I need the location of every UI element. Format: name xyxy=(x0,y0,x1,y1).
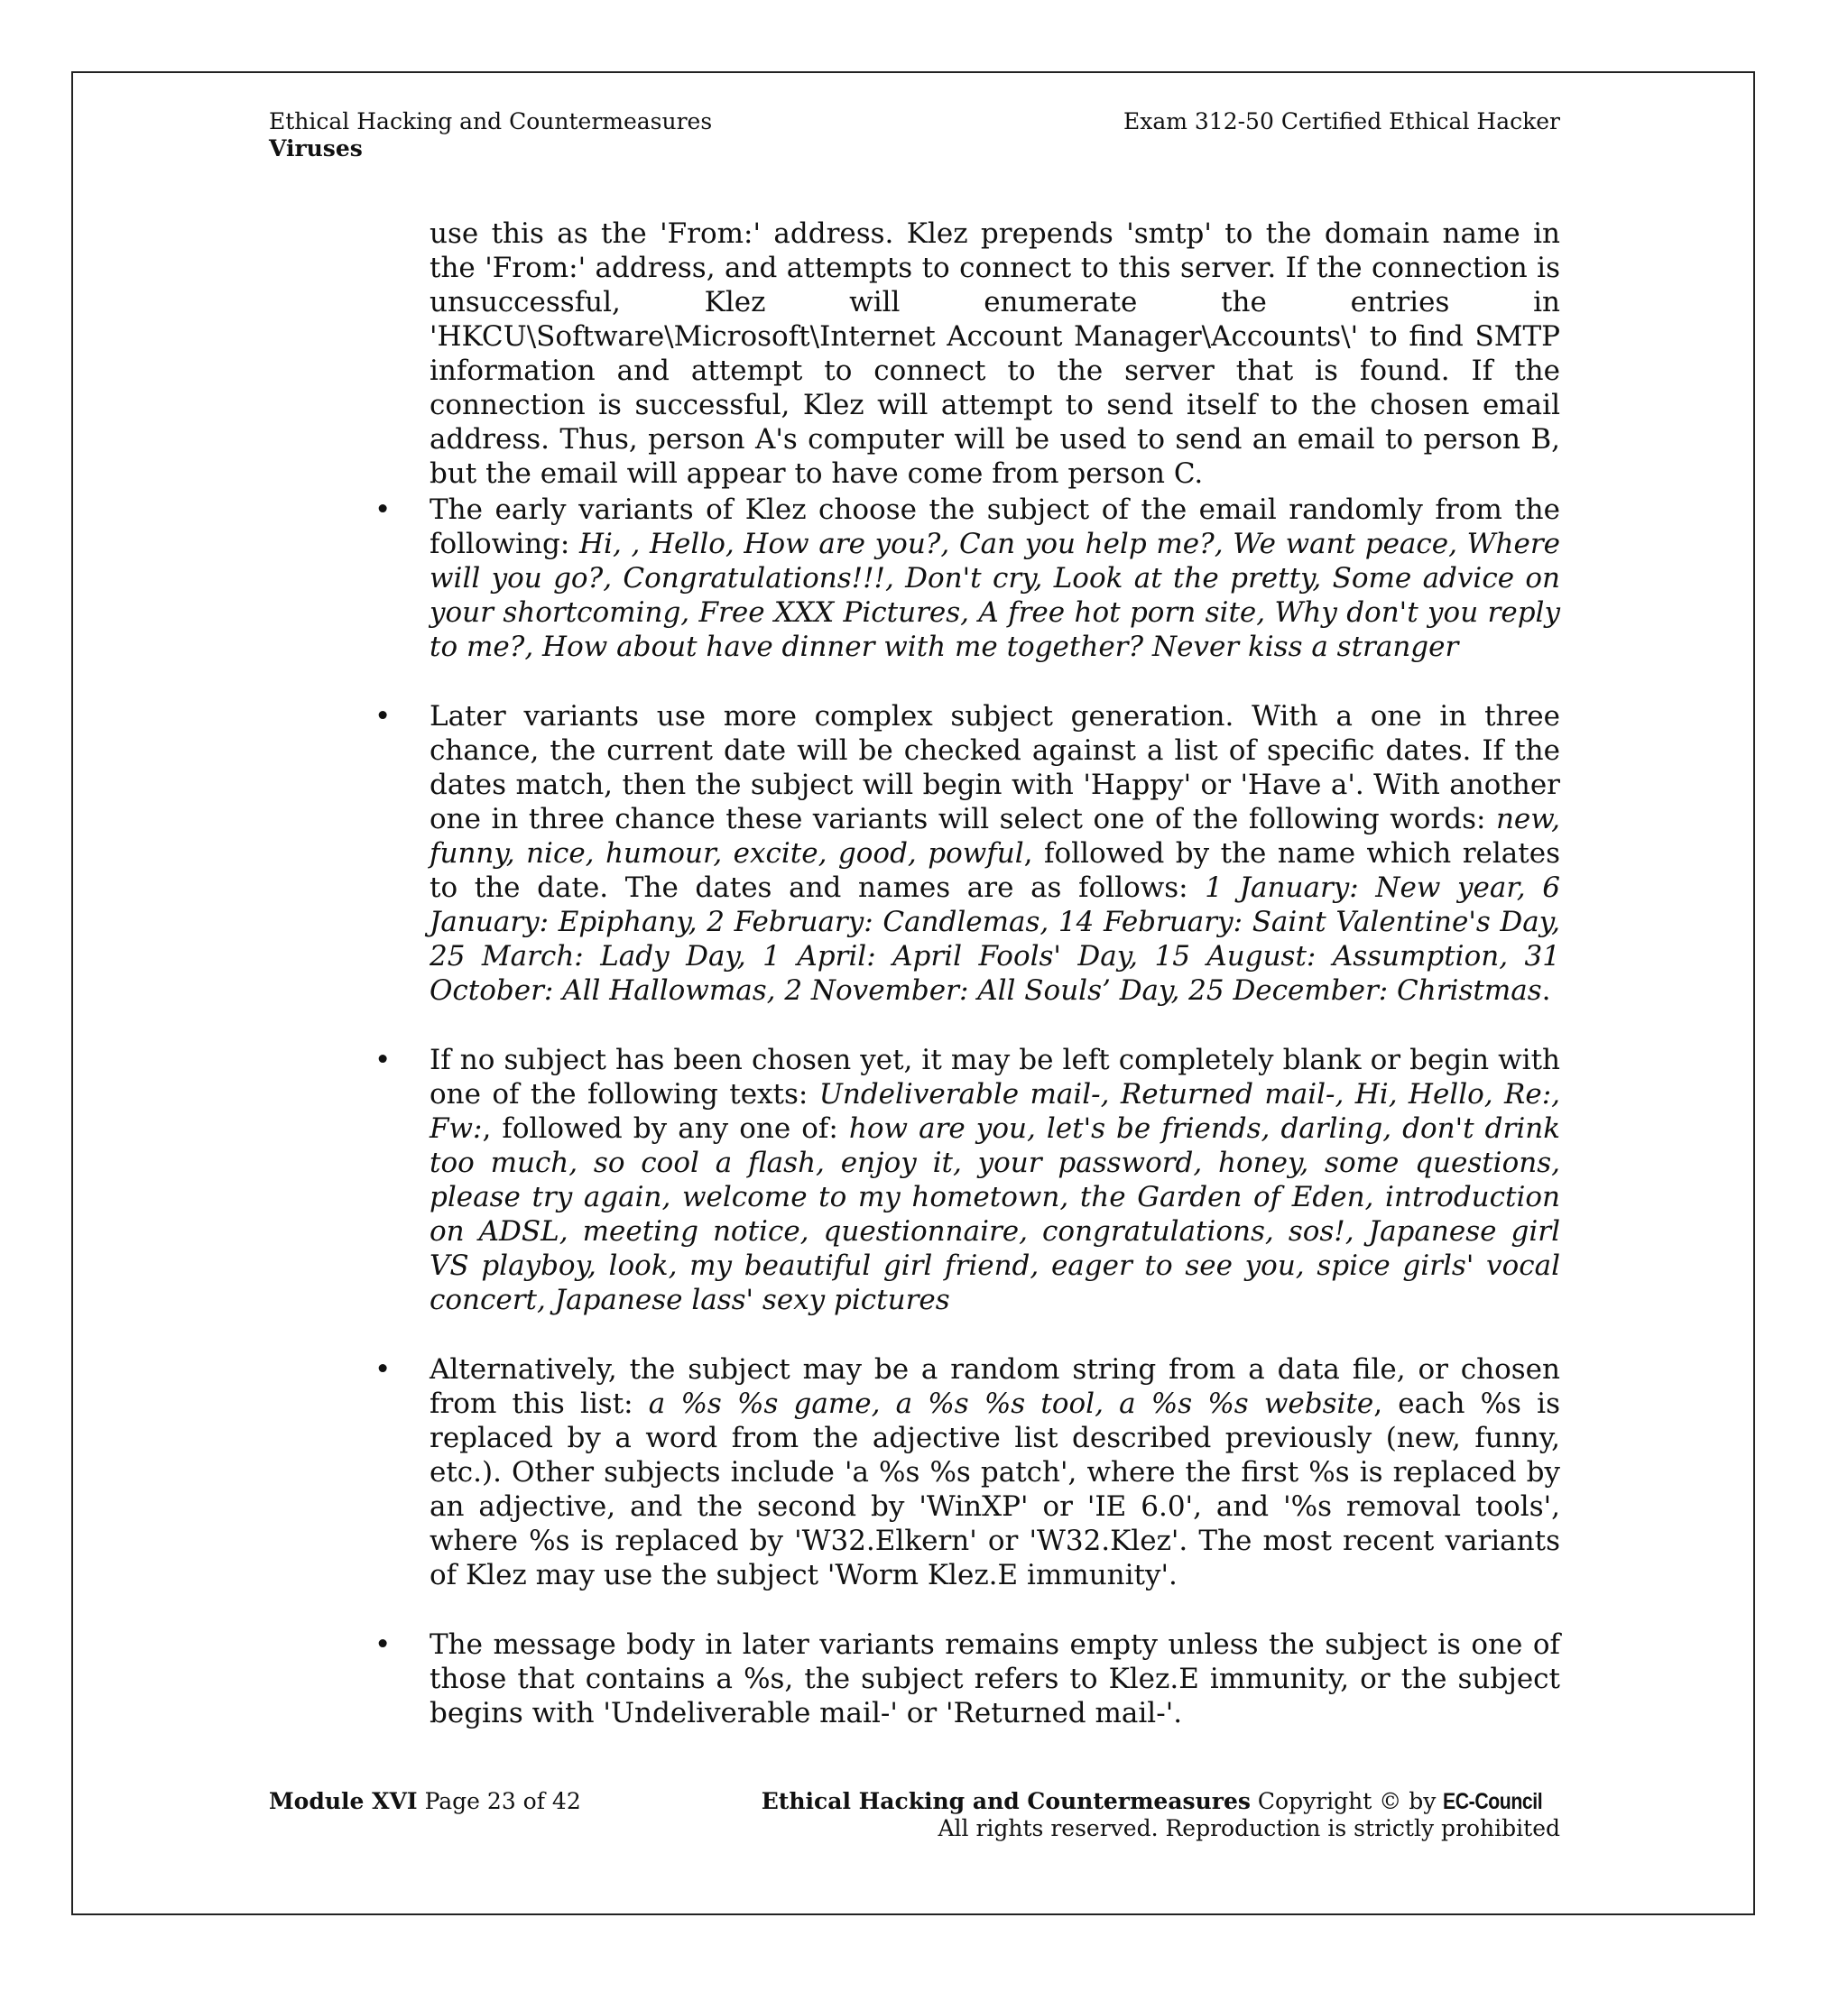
item-text: , followed by any one of: xyxy=(482,1112,849,1145)
section-title: Viruses xyxy=(269,135,363,161)
item-text: Alternatively, the subject may be a random string from a data file, or chosen from this list: xyxy=(430,1353,1560,1420)
list-item xyxy=(374,1352,1560,1592)
bullet-icon: • xyxy=(374,493,392,526)
item-text: , followed by the name which relates to the date. The dates and names are as follows: xyxy=(430,837,1560,904)
rights-text: All rights reserved. Reproduction is strictly prohibited xyxy=(938,1815,1560,1841)
ec-council-logo: EC-Council xyxy=(1443,1789,1543,1814)
footer-left xyxy=(269,1788,581,1815)
list-item xyxy=(374,1627,1560,1730)
bullet-icon: • xyxy=(374,1628,392,1661)
item-text: If no subject has been chosen yet, it may be left completely blank or begin with one of the following texts: xyxy=(430,1044,1560,1111)
bullet-icon: • xyxy=(374,1353,392,1386)
footer-right xyxy=(762,1788,1560,1842)
item-text: The message body in later variants remains empty unless the subject is one of those that contains a %s, the subject refers to Klez.E immunity, or the subject begins with 'Undeliverable mail-' or 'Returned mail-'. xyxy=(430,1628,1560,1729)
module-label: Module XVI xyxy=(269,1788,418,1814)
item-text: The early variants of Klez choose the subject of the email randomly from the following: xyxy=(430,493,1560,560)
bullet-list xyxy=(374,493,1561,1766)
intro-paragraph: use this as the 'From:' address. Klez prepends 'smtp' to the domain name in the 'From:' address, and attempts to connect to this server. If the connection is unsuccessful, Klez will enumerate the entries in 'HKCU\Software\Microsoft\Internet Account Manager\Accounts\' to find SMTP information and attempt to connect to the server that is found. If the connection is successful, Klez will attempt to send itself to the chosen email address. Thus, person A's computer will be used to send an email to person B, but the email will appear to have come from person C. xyxy=(430,217,1560,490)
item-italic-text: Undeliverable mail-, Returned mail-, Hi, Hello, Re:, Fw: xyxy=(430,1078,1561,1145)
item-italic-text: new, funny, nice, humour, excite, good, powful xyxy=(430,803,1560,870)
copyright-text: Copyright © by xyxy=(1257,1788,1437,1814)
item-italic-text: Hi, , Hello, How are you?, Can you help me?, We want peace, Where will you go?, Congratulations!!!, Don't cry, Look at the pretty, Some advice on your shortcoming, Free XXX Pictures, A free hot porn site, Why don't you reply to me?, How about have dinner with me together? Never kiss a stranger xyxy=(430,528,1560,663)
footer-course-title: Ethical Hacking and Countermeasures xyxy=(761,1788,1251,1814)
list-item xyxy=(374,699,1560,1008)
list-item xyxy=(374,493,1560,664)
course-title: Ethical Hacking and Countermeasures xyxy=(269,108,713,134)
footer-copyright-line xyxy=(762,1788,1560,1815)
item-text: Later variants use more complex subject generation. With a one in three chance, the current date will be checked against a list of specific dates. If the dates match, then the subject will begin with 'Happy' or 'Have a'. With another one in three chance these variants will select one of the following words: xyxy=(430,700,1560,835)
page-number: Page 23 of 42 xyxy=(424,1788,581,1814)
item-italic-text: 1 January: New year, 6 January: Epiphany, 2 February: Candlemas, 14 February: Saint Valentine's Day, 25 March: Lady Day, 1 April: April Fools' Day, 15 August: Assumption, 31 October: All Hallowmas, 2 November: All Souls’ Day, 25 December: Christmas xyxy=(430,871,1560,1007)
header-left xyxy=(269,108,712,162)
item-italic-text: a %s %s game, a %s %s tool, a %s %s website xyxy=(648,1388,1374,1420)
item-italic-text: how are you, let's be friends, darling, don't drink too much, so cool a flash, enjoy it, your password, honey, some questions, please try again, welcome to my hometown, the Garden of Eden, introduction on ADSL, meeting notice, questionnaire, congratulations, sos!, Japanese girl VS playboy, look, my beautiful girl friend, eager to see you, spice girls' vocal concert, Japanese lass' sexy pictures xyxy=(430,1112,1560,1316)
bullet-icon: • xyxy=(374,700,392,733)
item-text: . xyxy=(1541,974,1551,1007)
list-item xyxy=(374,1043,1561,1317)
bullet-icon: • xyxy=(374,1044,392,1076)
exam-title: Exam 312-50 Certified Ethical Hacker xyxy=(1123,108,1560,134)
header-right xyxy=(1123,108,1560,135)
item-text: , each %s is replaced by a word from the adjective list described previously (new, funny, etc.). Other subjects include 'a %s %s patch', where the first %s is replaced by an adjective, and the second by 'WinXP' or 'IE 6.0', and '%s removal tools', where %s is replaced by 'W32.Elkern' or 'W32.Klez'. The most recent variants of Klez may use the subject 'Worm Klez.E immunity'. xyxy=(430,1388,1560,1591)
